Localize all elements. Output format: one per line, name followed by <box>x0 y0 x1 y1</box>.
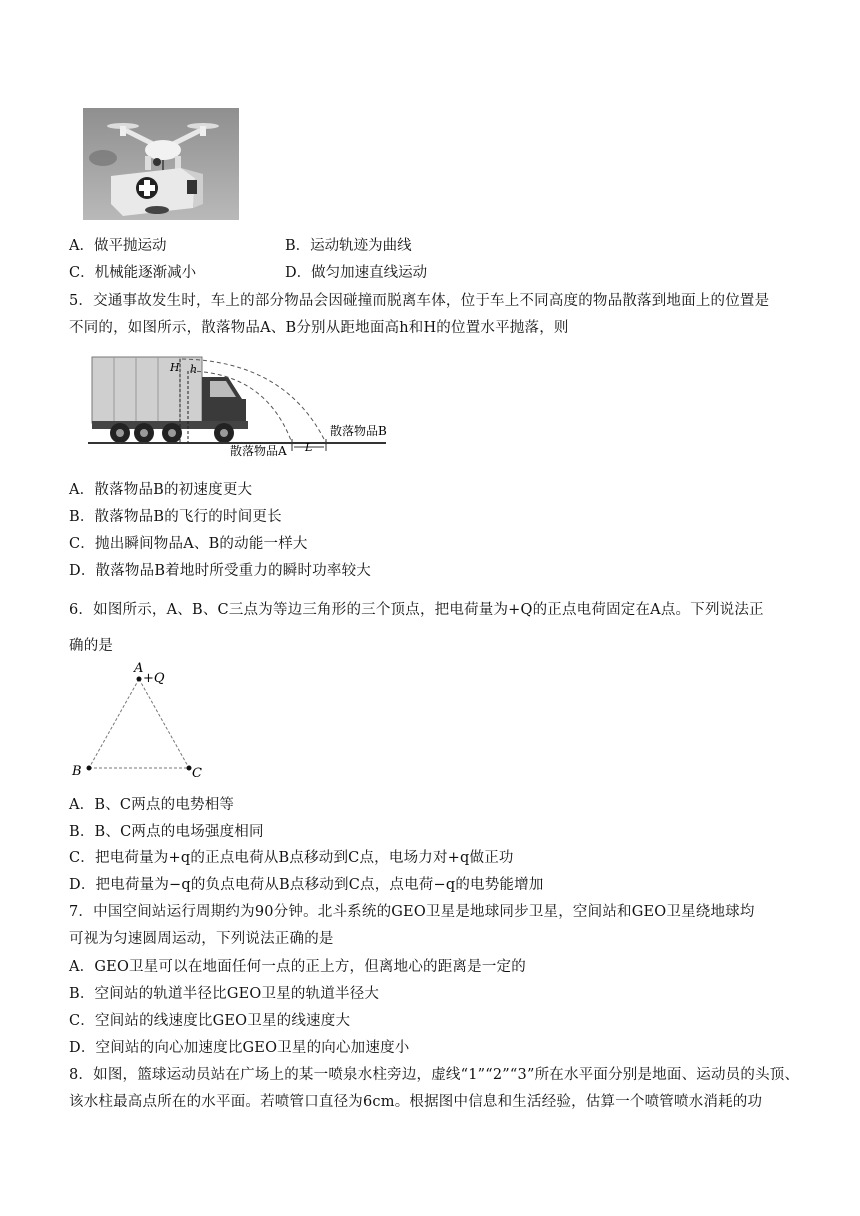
truck-illustration <box>86 347 396 457</box>
equilateral-triangle-diagram <box>68 656 218 786</box>
q7-stem-line-1: 7．中国空间站运行周期约为90分钟。北斗系统的GEO卫星是地球同步卫星，空间站和GEO卫星绕地球均 <box>69 904 755 920</box>
q7-option-d: D．空间站的向心加速度比GEO卫星的向心加速度小 <box>69 1040 410 1056</box>
q5-stem-line-1: 5．交通事故发生时，车上的部分物品会因碰撞而脱离车体，位于车上不同高度的物品散落到地面上的位置是 <box>69 293 770 309</box>
q5-stem-line-2: 不同的，如图所示，散落物品A、B分别从距地面高h和H的位置水平抛落，则 <box>69 320 569 336</box>
q6-option-b: B．B、C两点的电场强度相同 <box>69 824 264 840</box>
q6-option-d: D．把电荷量为−q的负点电荷从B点移动到C点，点电荷−q的电势能增加 <box>69 877 544 893</box>
q7-option-b: B．空间站的轨道半径比GEO卫星的轨道半径大 <box>69 986 380 1002</box>
q6-stem-line-1: 6．如图所示，A、B、C三点为等边三角形的三个顶点，把电荷量为+Q的正点电荷固定在A点。下列说法正 <box>69 602 764 618</box>
q5-option-b: B．散落物品B的飞行的时间更长 <box>69 509 282 525</box>
q6-option-a: A．B、C两点的电势相等 <box>69 797 235 813</box>
truck-figure <box>86 347 396 457</box>
q8-stem-line-1: 8．如图，篮球运动员站在广场上的某一喷泉水柱旁边，虚线“1”“2”“3”所在水平面分别是地面、运动员的头顶、 <box>69 1067 800 1083</box>
q5-option-d: D．散落物品B着地时所受重力的瞬时功率较大 <box>69 563 371 579</box>
drone-photo <box>83 108 239 220</box>
triangle-figure <box>68 656 218 786</box>
label-object-b: 散落物品B <box>330 424 387 438</box>
q8-stem-line-2: 该水柱最高点所在的水平面。若喷管口直径为6cm。根据图中信息和生活经验，估算一个喷管喷水消耗的功 <box>69 1094 763 1110</box>
height-label-h-big: H <box>170 361 180 374</box>
distance-label-l: L <box>305 441 313 454</box>
drone-illustration <box>83 108 239 220</box>
q4-option-c: C．机械能逐渐减小 <box>69 265 197 281</box>
q6-option-c: C．把电荷量为+q的正点电荷从B点移动到C点，电场力对+q做正功 <box>69 850 514 866</box>
q7-option-a: A．GEO卫星可以在地面任何一点的正上方，但离地心的距离是一定的 <box>69 959 526 975</box>
height-label-h-small: h <box>190 363 198 376</box>
vertex-label-c: C <box>192 766 202 781</box>
label-object-a: 散落物品A <box>230 444 287 457</box>
vertex-label-a: A <box>134 661 144 676</box>
q7-option-c: C．空间站的线速度比GEO卫星的线速度大 <box>69 1013 351 1029</box>
q6-stem-line-2: 确的是 <box>69 638 114 654</box>
charge-label-q: +Q <box>143 671 165 686</box>
q4-option-d: D．做匀加速直线运动 <box>285 265 428 281</box>
q7-stem-line-2: 可视为匀速圆周运动，下列说法正确的是 <box>69 931 334 947</box>
q4-option-b: B．运动轨迹为曲线 <box>285 238 412 254</box>
q4-option-a: A．做平抛运动 <box>69 238 167 254</box>
vertex-label-b: B <box>72 764 82 779</box>
q5-option-a: A．散落物品B的初速度更大 <box>69 482 253 498</box>
q5-option-c: C．抛出瞬间物品A、B的动能一样大 <box>69 536 308 552</box>
